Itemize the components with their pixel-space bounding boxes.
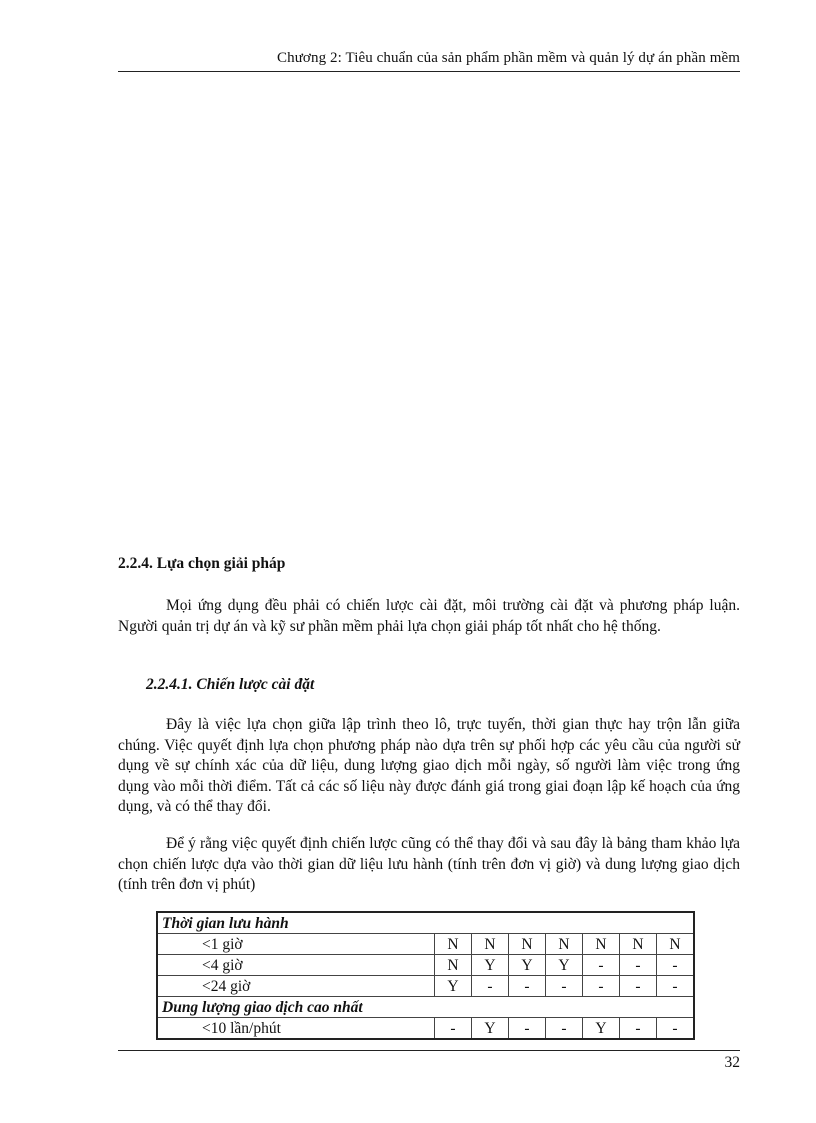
page-number: 32 bbox=[724, 1054, 740, 1071]
table-cell: - bbox=[509, 976, 546, 997]
table-row bbox=[157, 1018, 694, 1040]
table-cell: - bbox=[657, 955, 695, 976]
table-cell: N bbox=[583, 934, 620, 955]
row-label: <10 lần/phút bbox=[157, 1018, 435, 1040]
table-cell: N bbox=[472, 934, 509, 955]
table-cell: - bbox=[657, 976, 695, 997]
table-cell: N bbox=[620, 934, 657, 955]
table-cell: Y bbox=[583, 1018, 620, 1040]
table-cell: N bbox=[509, 934, 546, 955]
section-title: 2.2.4. Lựa chọn giải pháp bbox=[118, 555, 286, 572]
table-cell: - bbox=[620, 955, 657, 976]
table-cell: - bbox=[472, 976, 509, 997]
table-group-label: Thời gian lưu hành bbox=[157, 912, 694, 934]
table-cell: N bbox=[546, 934, 583, 955]
table-cell: Y bbox=[472, 1018, 509, 1040]
table-cell: - bbox=[583, 976, 620, 997]
paragraph: Để ý rằng việc quyết định chiến lược cũng có thể thay đổi và sau đây là bảng tham khảo lựa chọn chiến lược dựa vào thời gian dữ liệu lưu hành (tính trên đơn vị giờ) và dung lượng giao dịch (tính trên đơn vị phút) bbox=[118, 835, 740, 893]
header-rule bbox=[118, 71, 740, 72]
table-cell: N bbox=[435, 955, 472, 976]
table-cell: - bbox=[657, 1018, 695, 1040]
row-label: <4 giờ bbox=[157, 955, 435, 976]
row-label: <24 giờ bbox=[157, 976, 435, 997]
row-label: <1 giờ bbox=[157, 934, 435, 955]
table-cell: Y bbox=[435, 976, 472, 997]
table-cell: - bbox=[546, 976, 583, 997]
table-group-label: Dung lượng giao dịch cao nhất bbox=[157, 997, 694, 1018]
table-cell: Y bbox=[509, 955, 546, 976]
table-row bbox=[157, 934, 694, 955]
table-cell: N bbox=[657, 934, 695, 955]
table-cell: Y bbox=[472, 955, 509, 976]
table-row bbox=[157, 955, 694, 976]
running-header: Chương 2: Tiêu chuẩn của sản phẩm phần mềm và quản lý dự án phần mềm bbox=[277, 50, 740, 66]
paragraph: Đây là việc lựa chọn giữa lập trình theo lô, trực tuyến, thời gian thực hay trộn lẫn giữa chúng. Việc quyết định lựa chọn phương pháp nào dựa trên sự phối hợp các yêu cầu của người sử dụng về sự chính xác của dữ liệu, dung lượng giao dịch mỗi ngày, số người làm việc trong ứng dụng vào mỗi thời điểm. Tất cả các số liệu này được đánh giá trong giai đoạn lập kế hoạch của ứng dụng, và có thể thay đổi. bbox=[118, 716, 740, 815]
table-cell: N bbox=[435, 934, 472, 955]
table-cell: - bbox=[583, 955, 620, 976]
table-cell: Y bbox=[546, 955, 583, 976]
strategy-table bbox=[156, 911, 695, 1040]
table-row bbox=[157, 976, 694, 997]
table-cell: - bbox=[435, 1018, 472, 1040]
paragraph: Mọi ứng dụng đều phải có chiến lược cài đặt, môi trường cài đặt và phương pháp luận. Người quản trị dự án và kỹ sư phần mềm phải lựa chọn giải pháp tốt nhất cho hệ thống. bbox=[118, 597, 740, 635]
subsection-title: 2.2.4.1. Chiến lược cài đặt bbox=[146, 676, 315, 693]
table-cell: - bbox=[546, 1018, 583, 1040]
footer-rule bbox=[118, 1050, 740, 1051]
table-cell: - bbox=[620, 1018, 657, 1040]
table-group-row bbox=[157, 997, 694, 1018]
table-cell: - bbox=[509, 1018, 546, 1040]
table-cell: - bbox=[620, 976, 657, 997]
table-group-row bbox=[157, 912, 694, 934]
